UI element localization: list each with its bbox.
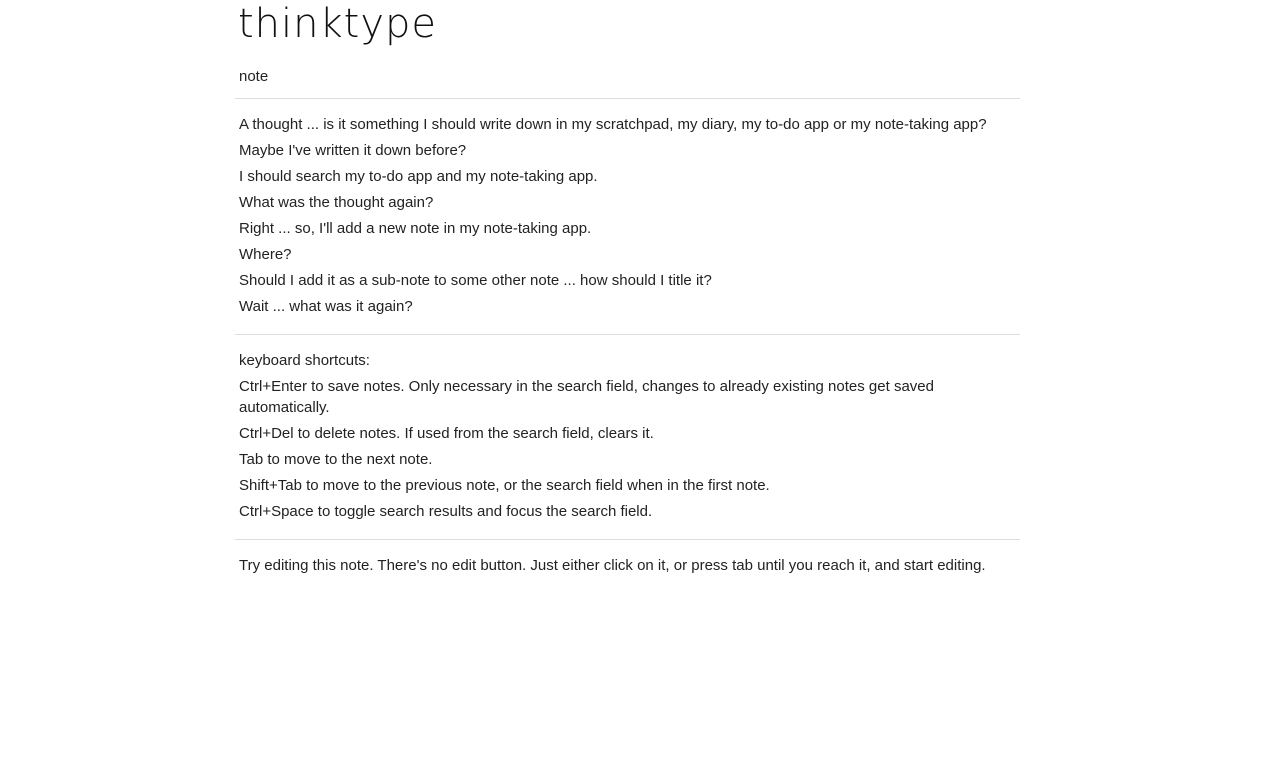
note-item[interactable] [235, 98, 1020, 334]
note-line: Try editing this note. There's no edit button. Just either click on it, or press tab until you reach it, and start editing. [239, 557, 986, 574]
note-line: Where? [239, 246, 292, 263]
note-line: keyboard shortcuts: [239, 352, 370, 369]
note-item[interactable] [235, 334, 1020, 539]
note-line: A thought ... is it something I should write down in my scratchpad, my diary, my to-do app or my note-taking app? [239, 116, 987, 133]
note-line: Ctrl+Del to delete notes. If used from the search field, clears it. [239, 425, 654, 442]
note-line: Right ... so, I'll add a new note in my note-taking app. [239, 220, 592, 237]
note-line: Should I add it as a sub-note to some other note ... how should I title it? [239, 272, 712, 289]
note-line: Ctrl+Space to toggle search results and focus the search field. [239, 503, 653, 520]
note-line: Maybe I've written it down before? [239, 142, 467, 159]
note-line: I should search my to-do app and my note-taking app. [239, 168, 598, 185]
note-item[interactable] [235, 539, 1020, 576]
search-input[interactable] [235, 61, 1020, 91]
app-logo: thinktype [238, 1, 438, 47]
note-line: Shift+Tab to move to the previous note, or the search field when in the first note. [239, 477, 770, 494]
note-line: What was the thought again? [239, 194, 434, 211]
note-line: Wait ... what was it again? [239, 298, 413, 315]
note-line: Ctrl+Enter to save notes. Only necessary in the search field, changes to already existing notes get saved automatically. [239, 378, 934, 416]
notes-list [235, 98, 1020, 576]
note-line: Tab to move to the next note. [239, 451, 433, 468]
app-container [235, 0, 1020, 581]
